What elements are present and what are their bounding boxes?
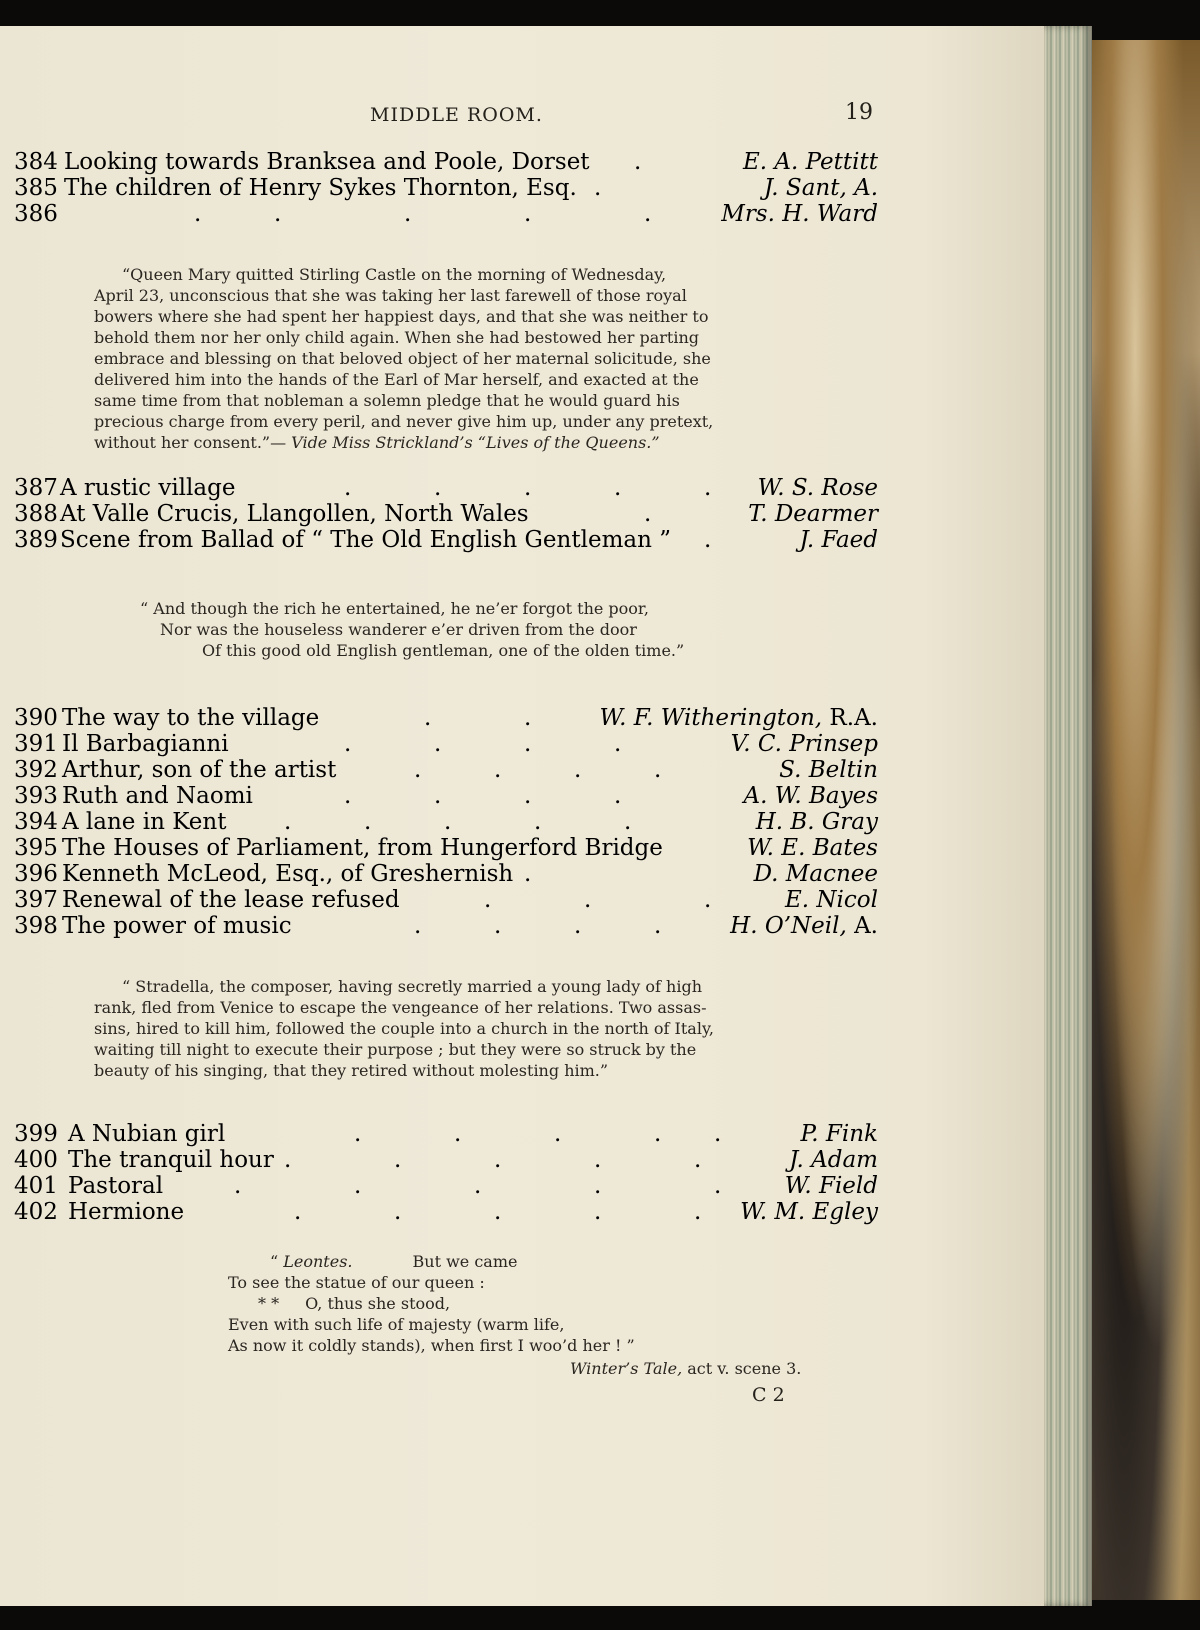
leader-dot: . — [704, 527, 712, 553]
leader-dot: . — [344, 783, 352, 809]
entry-artist — [785, 886, 878, 914]
leader-dot: . — [404, 201, 412, 227]
entry-number: 396 — [14, 861, 58, 887]
leader-dot: . — [394, 1199, 402, 1225]
verse-line: Nor was the houseless wanderer e’er driven from the door — [160, 620, 637, 639]
leader-dot: . — [364, 809, 372, 835]
catalogue-entry — [14, 782, 878, 810]
quotation-queen-mary — [94, 264, 788, 453]
catalogue-entry — [14, 174, 878, 202]
leader-dot: . — [524, 475, 532, 501]
leader-dot: . — [524, 201, 532, 227]
play-title: Winter’s Tale, — [570, 1359, 683, 1378]
quote-line: same time from that nobleman a solemn pledge that he would guard his — [94, 391, 680, 410]
leader-dot: . — [524, 861, 532, 887]
entry-title: A Nubian girl — [68, 1121, 226, 1147]
leader-dot: . — [574, 757, 582, 783]
leader-dot: . — [704, 475, 712, 501]
entry-title: The Houses of Parliament, from Hungerford Bridge — [62, 835, 663, 861]
entry-artist — [756, 808, 878, 836]
leader-dot: . — [494, 1147, 502, 1173]
artist-name: W. E. Bates — [747, 835, 878, 861]
catalogue-entry — [14, 886, 878, 914]
leader-dot: . — [444, 809, 452, 835]
entry-number: 402 — [14, 1199, 58, 1225]
catalogue-entry — [14, 1146, 878, 1174]
quote-line: “Queen Mary quitted Stirling Castle on the morning of Wednesday, — [122, 265, 667, 284]
quote-line: behold them nor her only child again. When she had bestowed her parting — [94, 328, 700, 347]
leader-dot: . — [344, 731, 352, 757]
leader-dot: . — [594, 175, 602, 201]
leader-dot: . — [574, 913, 582, 939]
quote-citation — [94, 432, 788, 453]
catalogue-entry — [14, 860, 878, 888]
artist-name: W. F. Witherington, — [599, 705, 823, 731]
quote-mark: “ — [270, 1252, 284, 1271]
quote-line: April 23, unconscious that she was taking her last farewell of those royal — [94, 286, 687, 305]
entry-title: The power of music — [62, 913, 292, 939]
catalogue-entry — [14, 730, 878, 758]
entry-artist: J. Adam — [789, 1147, 878, 1173]
entry-number: 384 — [14, 149, 58, 175]
leader-dot: . — [624, 809, 632, 835]
catalogue-entry — [14, 200, 878, 228]
signature-mark: C 2 — [752, 1384, 785, 1406]
leader-dot: . — [614, 475, 622, 501]
leader-dot: . — [644, 201, 652, 227]
verse-line: Even with such life of majesty (warm life, — [228, 1315, 565, 1334]
quote-line: beauty of his singing, that they retired without molesting him.” — [94, 1061, 609, 1080]
entry-number: 385 — [14, 175, 58, 201]
entry-number: 387 — [14, 475, 58, 501]
leader-dot: . — [654, 757, 662, 783]
quote-line: rank, fled from Venice to escape the vengeance of her relations. Two assas- — [94, 998, 707, 1017]
catalogue-entry — [14, 756, 878, 784]
entry-title: At Valle Crucis, Llangollen, North Wales — [60, 501, 529, 527]
verse-text: But we came — [412, 1252, 518, 1271]
artist-honour: R.A. — [822, 705, 878, 731]
entry-artist: T. Dearmer — [748, 501, 878, 527]
entry-title: Scene from Ballad of “ The Old English Gentleman ” — [60, 527, 671, 553]
entry-number: 393 — [14, 783, 58, 809]
entry-number: 392 — [14, 757, 58, 783]
catalogue-entry — [14, 834, 878, 862]
entry-number: 399 — [14, 1121, 58, 1147]
leader-dot: . — [434, 475, 442, 501]
leader-dot: . — [344, 475, 352, 501]
artist-honour: A. — [846, 913, 878, 939]
entry-title: The children of Henry Sykes Thornton, Esq. — [64, 175, 577, 201]
leader-dot: . — [644, 501, 652, 527]
quote-line: without her consent.”— — [94, 433, 292, 452]
verse-line: “ And though the rich he entertained, he ne’er forgot the poor, — [140, 599, 649, 618]
entry-number: 389 — [14, 527, 58, 553]
quote-line: bowers where she had spent her happiest days, and that she was neither to — [94, 307, 709, 326]
entry-number: 391 — [14, 731, 58, 757]
leader-dot: . — [524, 731, 532, 757]
entry-artist — [731, 730, 878, 758]
verse-line: Of this good old English gentleman, one of the olden time.” — [202, 641, 685, 660]
leader-dot: . — [234, 1173, 242, 1199]
catalogue-entry — [14, 912, 878, 940]
leader-dot: . — [454, 1121, 462, 1147]
verse-line: As now it coldly stands), when first I woo’d her ! ” — [228, 1336, 635, 1355]
entry-number: 395 — [14, 835, 58, 861]
entry-artist: P. Fink — [800, 1121, 878, 1147]
entry-artist: Mrs. H. Ward — [721, 201, 878, 227]
artist-name: A. W. Bayes — [743, 783, 878, 809]
leader-dot: . — [594, 1199, 602, 1225]
catalogue-entry — [14, 1198, 878, 1226]
leader-dot: . — [654, 1121, 662, 1147]
artist-name: H. O’Neil, — [730, 913, 847, 939]
entry-title: Pastoral — [68, 1173, 164, 1199]
act-scene: act v. scene 3. — [682, 1359, 802, 1378]
entry-number: 401 — [14, 1173, 58, 1199]
catalogue-entry — [14, 808, 878, 836]
verse-source — [570, 1358, 801, 1379]
leader-dot: . — [694, 1147, 702, 1173]
quotation-stradella — [94, 976, 788, 1081]
quote-line: precious charge from every peril, and never give him up, under any pretext, — [94, 412, 714, 431]
artist-name: S. Beltin — [779, 757, 878, 783]
verse-line — [270, 1251, 517, 1272]
page-header — [0, 100, 1048, 134]
leader-dot: . — [594, 1147, 602, 1173]
entry-title: A rustic village — [60, 475, 236, 501]
page-edges — [1044, 26, 1092, 1606]
quote-line: waiting till night to execute their purpose ; but they were so struck by the — [94, 1040, 697, 1059]
entry-artist: J. Faed — [799, 527, 878, 553]
artist-name: D. Macnee — [753, 861, 878, 887]
entry-number: 388 — [14, 501, 58, 527]
entry-number: 397 — [14, 887, 58, 913]
leader-dot: . — [414, 757, 422, 783]
artist-name: V. C. Prinsep — [730, 731, 878, 757]
catalogue-entry — [14, 526, 878, 554]
entry-artist: W. M. Egley — [740, 1199, 878, 1225]
leader-dot: . — [614, 731, 622, 757]
leader-dot: . — [194, 201, 202, 227]
catalogue-entry — [14, 474, 878, 502]
leader-dot: . — [704, 887, 712, 913]
entry-artist — [754, 860, 878, 888]
leader-dot: . — [594, 1173, 602, 1199]
leader-dot: . — [474, 1173, 482, 1199]
catalogue-entry — [14, 500, 878, 528]
entry-artist — [744, 782, 879, 810]
entry-number: 400 — [14, 1147, 58, 1173]
running-head: MIDDLE ROOM. — [370, 104, 543, 126]
quote-line: “ Stradella, the composer, having secretly married a young lady of high — [122, 977, 703, 996]
quote-line: delivered him into the hands of the Earl of Mar herself, and exacted at the — [94, 370, 699, 389]
entry-title: Il Barbagianni — [62, 731, 229, 757]
leader-dot: . — [554, 1121, 562, 1147]
entry-title: Hermione — [68, 1199, 185, 1225]
leader-dot: . — [694, 1199, 702, 1225]
entry-number: 394 — [14, 809, 58, 835]
entry-title: A lane in Kent — [62, 809, 227, 835]
catalogue-entry — [14, 1120, 878, 1148]
leader-dot: . — [634, 149, 642, 175]
leader-dot: . — [434, 783, 442, 809]
leader-dot: . — [584, 887, 592, 913]
leader-dot: . — [534, 809, 542, 835]
leader-dot: . — [354, 1173, 362, 1199]
entry-artist — [730, 912, 878, 940]
entry-title: Renewal of the lease refused — [62, 887, 400, 913]
entry-title: Looking towards Branksea and Poole, Dorset — [64, 149, 590, 175]
leader-dot: . — [294, 1199, 302, 1225]
leader-dot: . — [614, 783, 622, 809]
leader-dot: . — [394, 1147, 402, 1173]
leader-dot: . — [414, 913, 422, 939]
leader-dot: . — [354, 1121, 362, 1147]
leader-dot: . — [494, 1199, 502, 1225]
entry-artist: W. S. Rose — [757, 475, 878, 501]
entry-artist — [779, 756, 878, 784]
quote-line: embrace and blessing on that beloved object of her maternal solicitude, she — [94, 349, 711, 368]
leader-dot: . — [424, 705, 432, 731]
catalogue-entry — [14, 704, 878, 732]
leader-dot: . — [484, 887, 492, 913]
leader-dot: . — [654, 913, 662, 939]
leader-dot: . — [434, 731, 442, 757]
verse-line — [258, 1293, 450, 1314]
leader-dot: . — [524, 705, 532, 731]
entry-title: The way to the village — [62, 705, 320, 731]
leader-dot: . — [284, 809, 292, 835]
entry-number: 398 — [14, 913, 58, 939]
entry-artist — [600, 704, 878, 732]
verse-line: To see the statue of our queen : — [228, 1273, 485, 1292]
entry-title: Kenneth McLeod, Esq., of Greshernish — [62, 861, 514, 887]
marbled-cover — [1092, 40, 1200, 1600]
leader-dot: . — [714, 1121, 722, 1147]
leader-dot: . — [524, 783, 532, 809]
leader-dot: . — [274, 201, 282, 227]
leader-dot: . — [714, 1173, 722, 1199]
verse-text: O, thus she stood, — [305, 1294, 451, 1313]
catalogue-entry — [14, 148, 878, 176]
artist-name: E. Nicol — [785, 887, 878, 913]
entry-number: 386 — [14, 201, 58, 227]
entry-artist: J. Sant, A. — [763, 175, 878, 201]
leader-dot: . — [494, 757, 502, 783]
catalogue-entry — [14, 1172, 878, 1200]
ellipsis-stars: * * — [258, 1294, 280, 1313]
leader-dot: . — [284, 1147, 292, 1173]
entry-artist — [747, 834, 878, 862]
entry-artist: W. Field — [784, 1173, 878, 1199]
page-number: 19 — [845, 100, 873, 125]
entry-title: The tranquil hour — [68, 1147, 274, 1173]
citation-source: Vide Miss Strickland’s “Lives of the Queens.” — [291, 433, 660, 452]
quote-line: sins, hired to kill him, followed the couple into a church in the north of Italy, — [94, 1019, 714, 1038]
leader-dot: . — [494, 913, 502, 939]
entry-title: Arthur, son of the artist — [62, 757, 337, 783]
entry-title: Ruth and Naomi — [62, 783, 253, 809]
artist-name: H. B. Gray — [755, 809, 878, 835]
entry-artist: E. A. Pettitt — [742, 149, 878, 175]
speaker-name: Leontes. — [283, 1252, 353, 1271]
entry-number: 390 — [14, 705, 58, 731]
